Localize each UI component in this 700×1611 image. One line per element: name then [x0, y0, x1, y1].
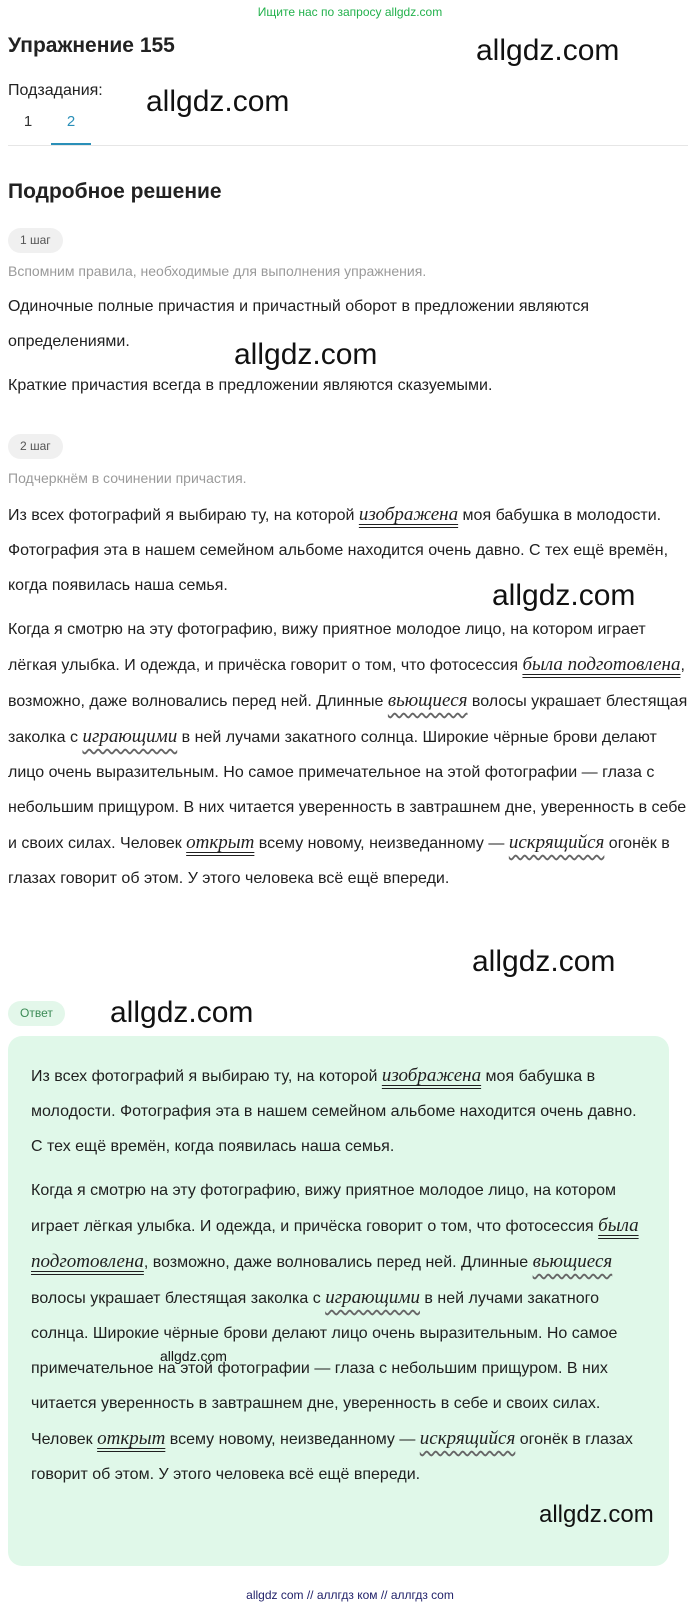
text-run: в ней лучами закатного солнца. Широкие чёрные брови делают лицо очень выразительным. Но самое примечательное на этой фотографии — глаза с небольшим прищуром. В них читается уверенность в завтрашнем дне, уверенность в себе и своих силах. Человек	[31, 1290, 618, 1448]
search-banner[interactable]: Ищите нас по запросу allgdz.com	[257, 5, 443, 19]
step-badge: 2 шаг	[8, 434, 63, 459]
participle-attribute: играющими	[82, 726, 178, 747]
watermark: allgdz.com	[539, 1501, 654, 1528]
text-run: Когда я смотрю на эту фотографию, вижу приятное молодое лицо, на котором играет лёгкая улыбка. И одежда, и причёска говорит о том, что фотосессия	[8, 621, 646, 674]
participle-predicate: изображена	[381, 1065, 482, 1086]
watermark: allgdz.com	[234, 338, 378, 371]
essay-paragraph-2	[8, 612, 692, 896]
participle-predicate: открыт	[186, 832, 255, 853]
text-run: , возможно, даже волновались перед ней. Длинные	[143, 1254, 533, 1271]
answer-paragraph-1	[31, 1058, 651, 1164]
subtasks-label: Подзадания:	[8, 82, 103, 99]
participle-predicate: была подготовлена	[522, 654, 681, 675]
participle-attribute: играющими	[325, 1287, 420, 1308]
subtask-tabs	[8, 112, 688, 146]
watermark: allgdz.com	[476, 34, 620, 67]
participle-predicate: изображена	[358, 504, 459, 525]
participle-predicate: открыт	[97, 1428, 166, 1449]
text-run: моя бабушка в молодости. Фотография эта в нашем семейном альбоме находится очень давно. С тех ещё времён, когда появилась наша семья.	[8, 507, 669, 594]
rule-paragraph: Краткие причастия всегда в предложении являются сказуемыми.	[8, 377, 493, 394]
text-run: всему новому, неизведанному —	[254, 835, 509, 852]
text-run: Из всех фотографий я выбираю ту, на которой	[31, 1068, 382, 1085]
watermark: allgdz.com	[472, 945, 616, 978]
tab-subtask-1[interactable]: 1	[23, 113, 33, 130]
answer-box	[8, 1036, 669, 1566]
step-hint: Подчеркнём в сочинении причастия.	[8, 470, 247, 486]
watermark: allgdz.com	[492, 579, 636, 612]
step-hint: Вспомним правила, необходимые для выполнения упражнения.	[8, 263, 427, 279]
text-run: Когда я смотрю на эту фотографию, вижу приятное молодое лицо, на котором играет лёгкая улыбка. И одежда, и причёска говорит о том, что фотосессия	[31, 1182, 616, 1235]
text-run: моя бабушка в молодости. Фотография эта в нашем семейном альбоме находится очень давно. С тех ещё времён, когда появилась наша семья.	[31, 1068, 637, 1155]
participle-attribute: вьющиеся	[532, 1251, 613, 1272]
participle-attribute: искрящийся	[419, 1428, 516, 1449]
text-run: Из всех фотографий я выбираю ту, на которой	[8, 507, 359, 524]
page-title: Упражнение 155	[8, 34, 175, 57]
watermark: allgdz.com	[160, 1348, 227, 1364]
watermark: allgdz.com	[146, 85, 290, 118]
answer-badge: Ответ	[8, 1001, 65, 1026]
participle-attribute: искрящийся	[508, 832, 605, 853]
watermark: allgdz.com	[110, 996, 254, 1029]
text-run: волосы украшает блестящая заколка с	[31, 1290, 326, 1307]
text-run: волосы украшает блестящая заколка с	[8, 693, 688, 746]
footer-links[interactable]: allgdz com // аллгдз ком // аллгдз com	[246, 1588, 454, 1602]
text-run: огонёк в глазах говорит об этом. У этого человека всё ещё впереди.	[31, 1431, 633, 1483]
answer-paragraph-2	[31, 1173, 651, 1492]
text-run: всему новому, неизведанному —	[165, 1431, 420, 1448]
text-run: , возможно, даже волновались перед ней. Длинные	[8, 657, 685, 710]
participle-attribute: вьющиеся	[387, 690, 468, 711]
participle-predicate: была подготовлена	[31, 1215, 639, 1272]
step-badge: 1 шаг	[8, 228, 63, 253]
tab-subtask-2[interactable]: 2	[51, 112, 91, 145]
rule-paragraph: Одиночные полные причастия и причастный оборот в предложении являются определениями.	[8, 298, 590, 350]
text-run: в ней лучами закатного солнца. Широкие чёрные брови делают лицо очень выразительным. Но самое примечательное на этой фотографии — глаза с небольшим прищуром. В них читается уверенность в завтрашнем дне, уверенность в себе и своих силах. Человек	[8, 729, 687, 852]
solution-title: Подробное решение	[8, 180, 222, 203]
text-run: огонёк в глазах говорит об этом. У этого человека всё ещё впереди.	[8, 835, 670, 887]
